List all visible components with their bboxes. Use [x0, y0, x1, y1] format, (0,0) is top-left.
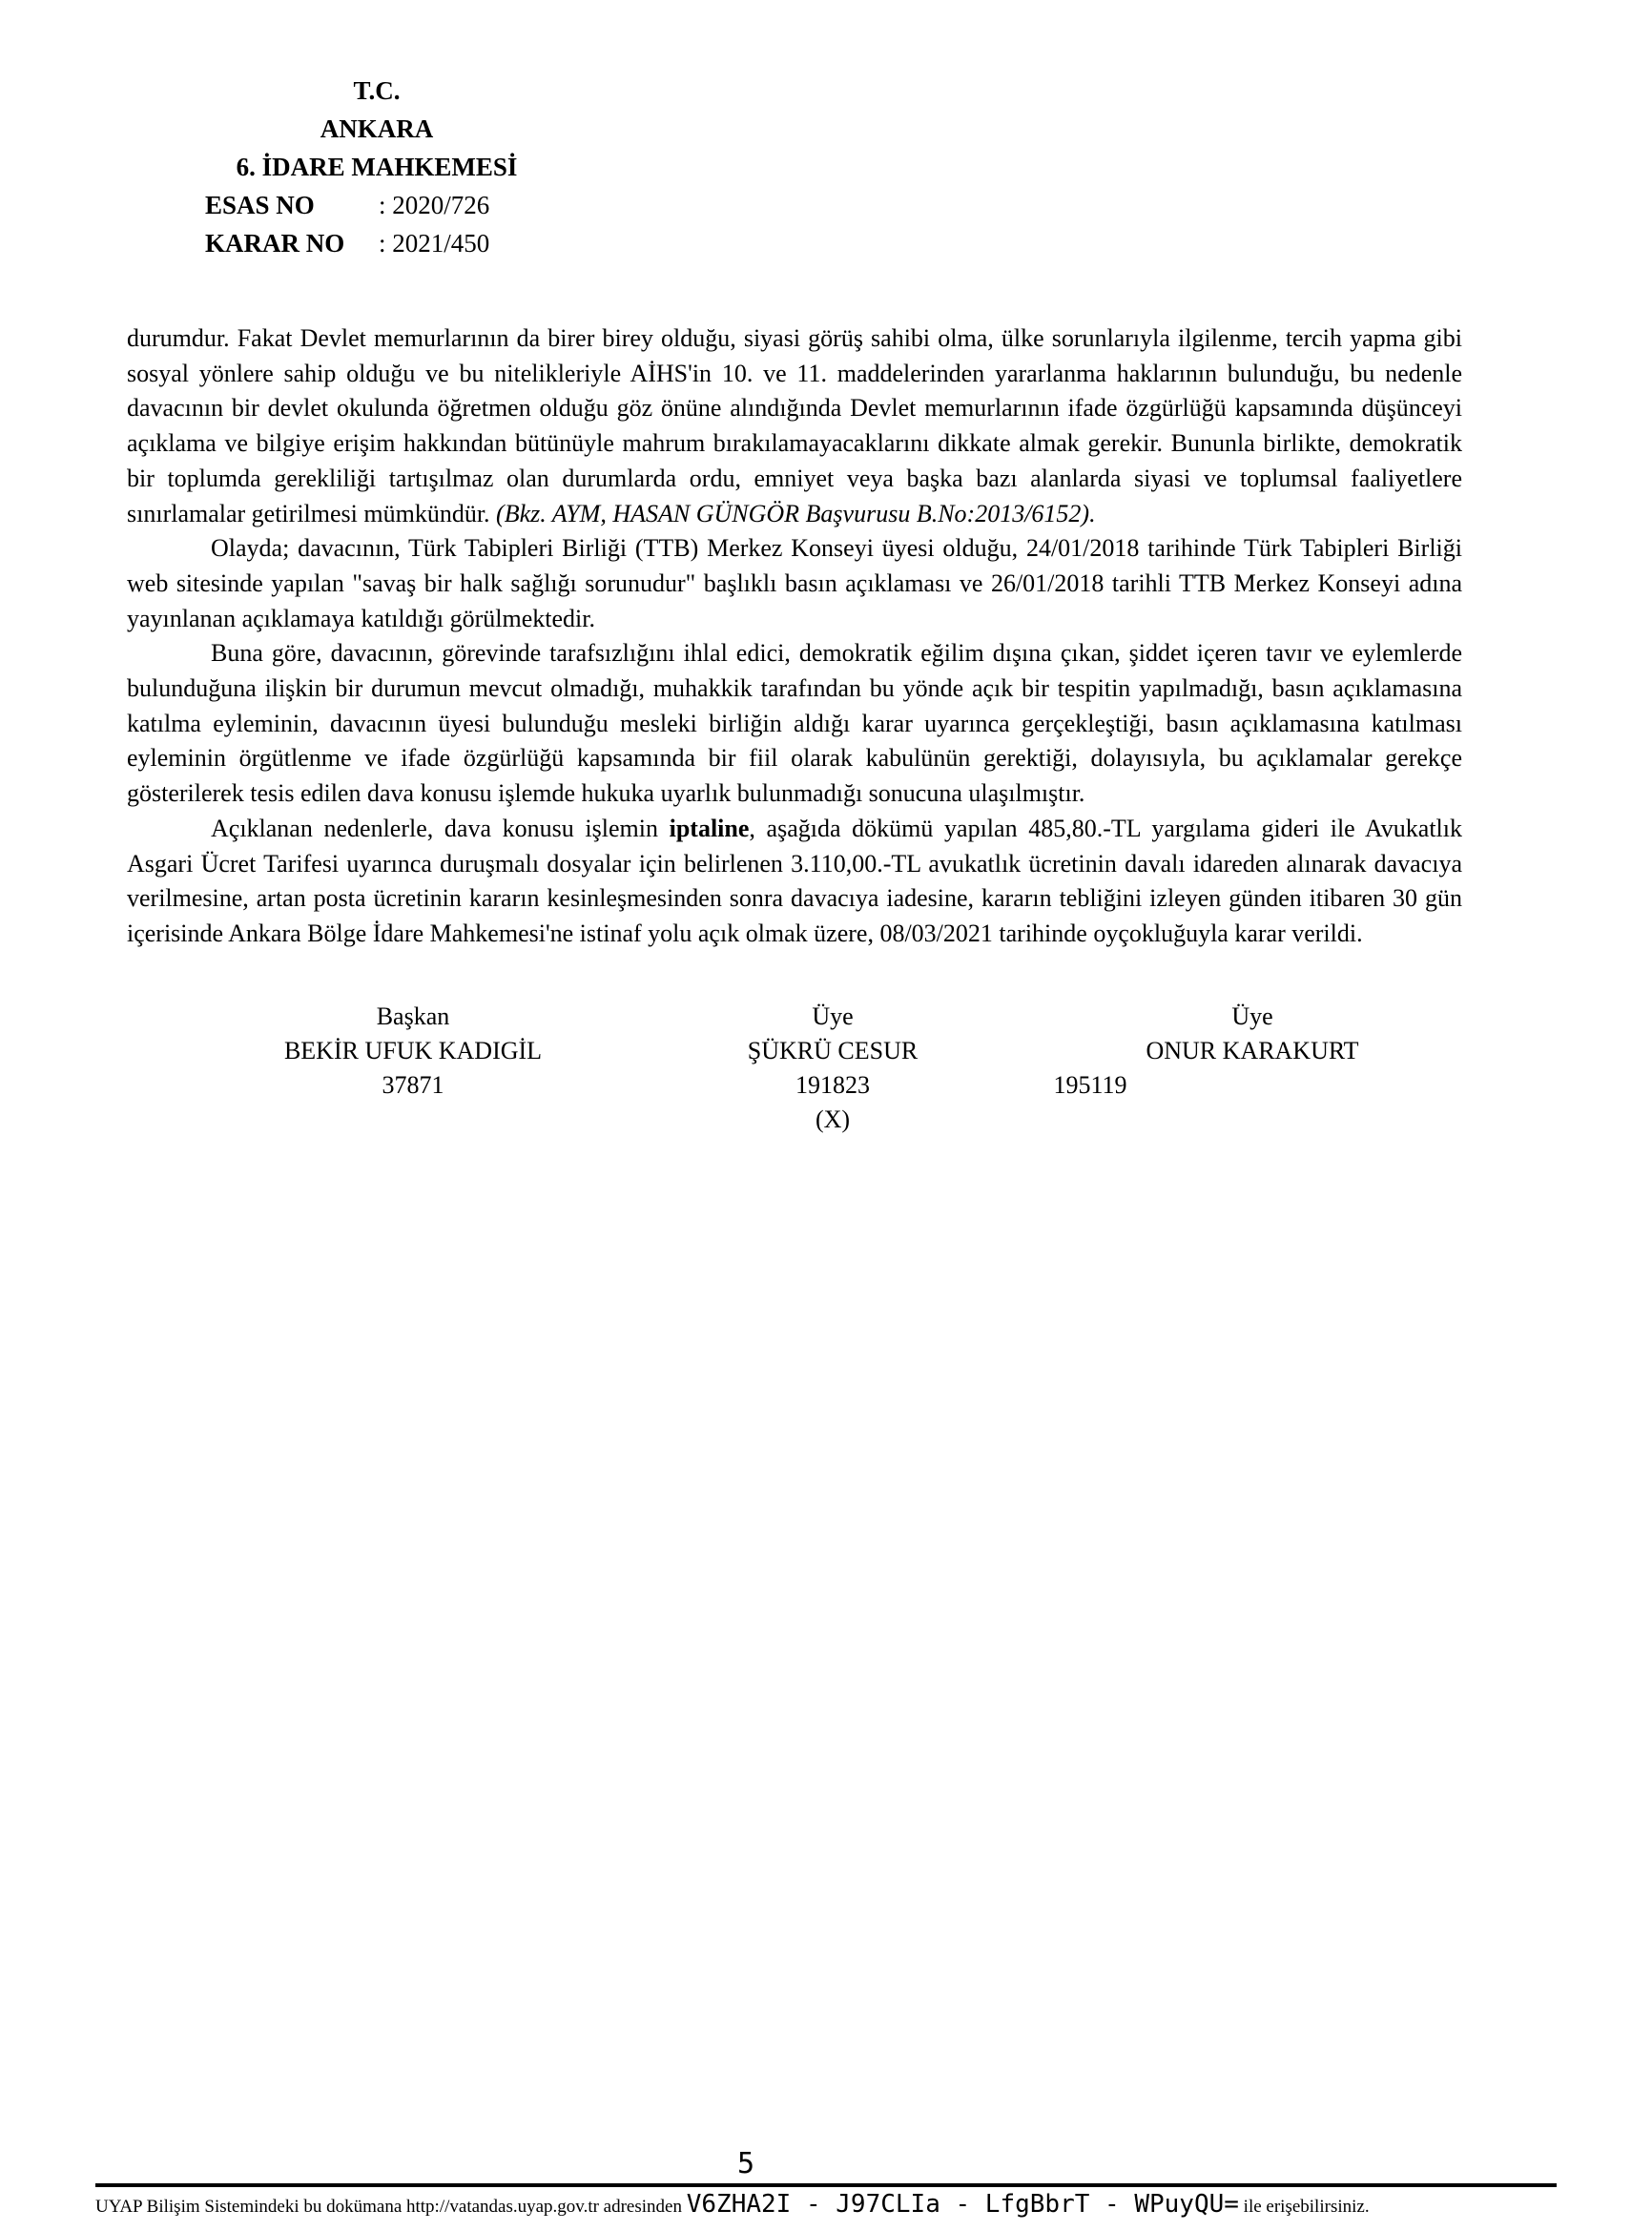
paragraph-assessment: Buna göre, davacının, görevinde tarafsızlığını ihlal edici, demokratik eğilim dışına çıkan, şiddet içeren tavır ve eylemlerde bulunduğuna ilişkin bir durumun mevcut olmadığı, muhakkik tarafından bu yönde açık bir tespitin yapılmadığı, basın açıklamasına katılma eyleminin, davacının üyesi bulunduğu mesleki birliğin aldığı karar uyarınca gerçekleştiği, basın açıklamasına katılması eyleminin örgütlenme ve ifade özgürlüğü kapsamında bir fiil olarak kabulünün gerektiği, dolayısıyla, bu açıklamalar gerekçe gösterilerek tesis edilen dava konusu işlemde hukuka uyarlık bulunmadığı sonucuna ulaşılmıştır. [127, 639, 1462, 808]
signature-role: Üye [812, 1002, 854, 1030]
court-city: ANKARA [320, 114, 434, 143]
esas-no-value: : 2020/726 [379, 191, 490, 219]
paragraph-continuation [127, 321, 1462, 531]
karar-no-value: : 2021/450 [379, 229, 490, 258]
footer-access-note [95, 2190, 1557, 2219]
court-name: 6. İDARE MAHKEMESİ [236, 153, 518, 181]
signature-president [203, 1000, 623, 1137]
signature-registry-number: 37871 [382, 1070, 444, 1099]
paragraph-facts: Olayda; davacının, Türk Tabipleri Birliği (TTB) Merkez Konseyi üyesi olduğu, 24/01/2018 tarihinde Türk Tabipleri Birliği web sitesinde yapılan "savaş bir halk sağlığı sorunudur" başlıklı basın açıklaması ve 26/01/2018 tarihli TTB Merkez Konseyi adına yayınlanan açıklamaya katıldığı görülmektedir. [127, 534, 1462, 632]
footer-text-before-url: UYAP Bilişim Sistemindeki bu dokümana [95, 2197, 406, 2217]
ruling-text-after: , aşağıda dökümü yapılan 485,80.-TL yargılama gideri ile Avukatlık Asgari Ücret Tarifesi uyarınca duruşmalı dosyalar için belirlenen 3.110,00.-TL avukatlık ücretinin davalı idareden alınarak davacıya verilmesine, artan posta ücretinin kararın kesinleşmesinden sonra davacıya iadesine, kararın tebliğini izleyen günden itibaren 30 gün içerisinde Ankara Bölge İdare Mahkemesi'ne istinaf yolu açık olmak üzere, 08/03/2021 tarihinde oyçokluğuyla karar verildi. [127, 814, 1462, 947]
footer-access-code: V6ZHA2I - J97CLIa - LfgBbrT - WPuyQU= [686, 2190, 1239, 2219]
signature-role: Üye [1231, 1002, 1273, 1030]
page-footer [95, 2148, 1557, 2219]
decision-body [127, 321, 1462, 1137]
footer-text-suffix: ile erişebilirsiniz. [1238, 2197, 1370, 2217]
signature-block [127, 1000, 1462, 1137]
decision-number-row [205, 224, 548, 262]
footer-url: http://vatandas.uyap.gov.tr [406, 2197, 599, 2217]
signature-name: BEKİR UFUK KADIGİL [283, 1036, 543, 1064]
signature-name: ŞÜKRÜ CESUR [747, 1036, 919, 1064]
case-citation: (Bkz. AYM, HASAN GÜNGÖR Başvurusu B.No:2013/6152). [496, 499, 1096, 527]
karar-no-label: KARAR NO [205, 229, 345, 258]
esas-no-label: ESAS NO [205, 191, 315, 219]
paragraph-continuation-text: durumdur. Fakat Devlet memurlarının da birer birey olduğu, siyasi görüş sahibi olma, ülke sorunlarıyla ilgilenme, tercih yapma gibi sosyal yönlere sahip olduğu ve bu nitelikleriyle AİHS'in 10. ve 11. maddelerinden yararlanma haklarının bulunduğu, bu nedenle davacının bir devlet okulunda öğretmen olduğu göz önüne alındığında Devlet memurlarının ifade özgürlüğü kapsamında düşünceyi açıklama ve bilgiye erişim hakkından bütünüyle mahrum bırakılamayacaklarını dikkate almak gerekir. Bununla birlikte, demokratik bir toplumda gerekliliği tartışılmaz olan durumlarda ordu, emniyet veya başka bazı alanlarda siyasi ve toplumsal faaliyetlere sınırlamalar getirilmesi mümkündür. [127, 324, 1462, 527]
signature-role: Başkan [376, 1002, 450, 1030]
ruling-keyword: iptaline [669, 814, 750, 842]
page-number: 5 [736, 2147, 755, 2180]
signature-name: ONUR KARAKURT [1146, 1036, 1359, 1064]
dissent-mark: (X) [815, 1105, 851, 1133]
signature-registry-number: 195119 [1053, 1070, 1127, 1099]
case-number-row [205, 186, 548, 224]
footer-text-after-url: adresinden [598, 2197, 687, 2217]
signature-registry-number: 191823 [795, 1070, 870, 1099]
signature-member-2 [1043, 1000, 1462, 1137]
footer-divider [95, 2183, 1557, 2187]
court-header [205, 72, 548, 262]
republic-abbr: T.C. [353, 76, 401, 105]
ruling-text-before: Açıklanan nedenlerle, dava konusu işlemin [211, 814, 670, 842]
paragraph-ruling [127, 812, 1462, 952]
